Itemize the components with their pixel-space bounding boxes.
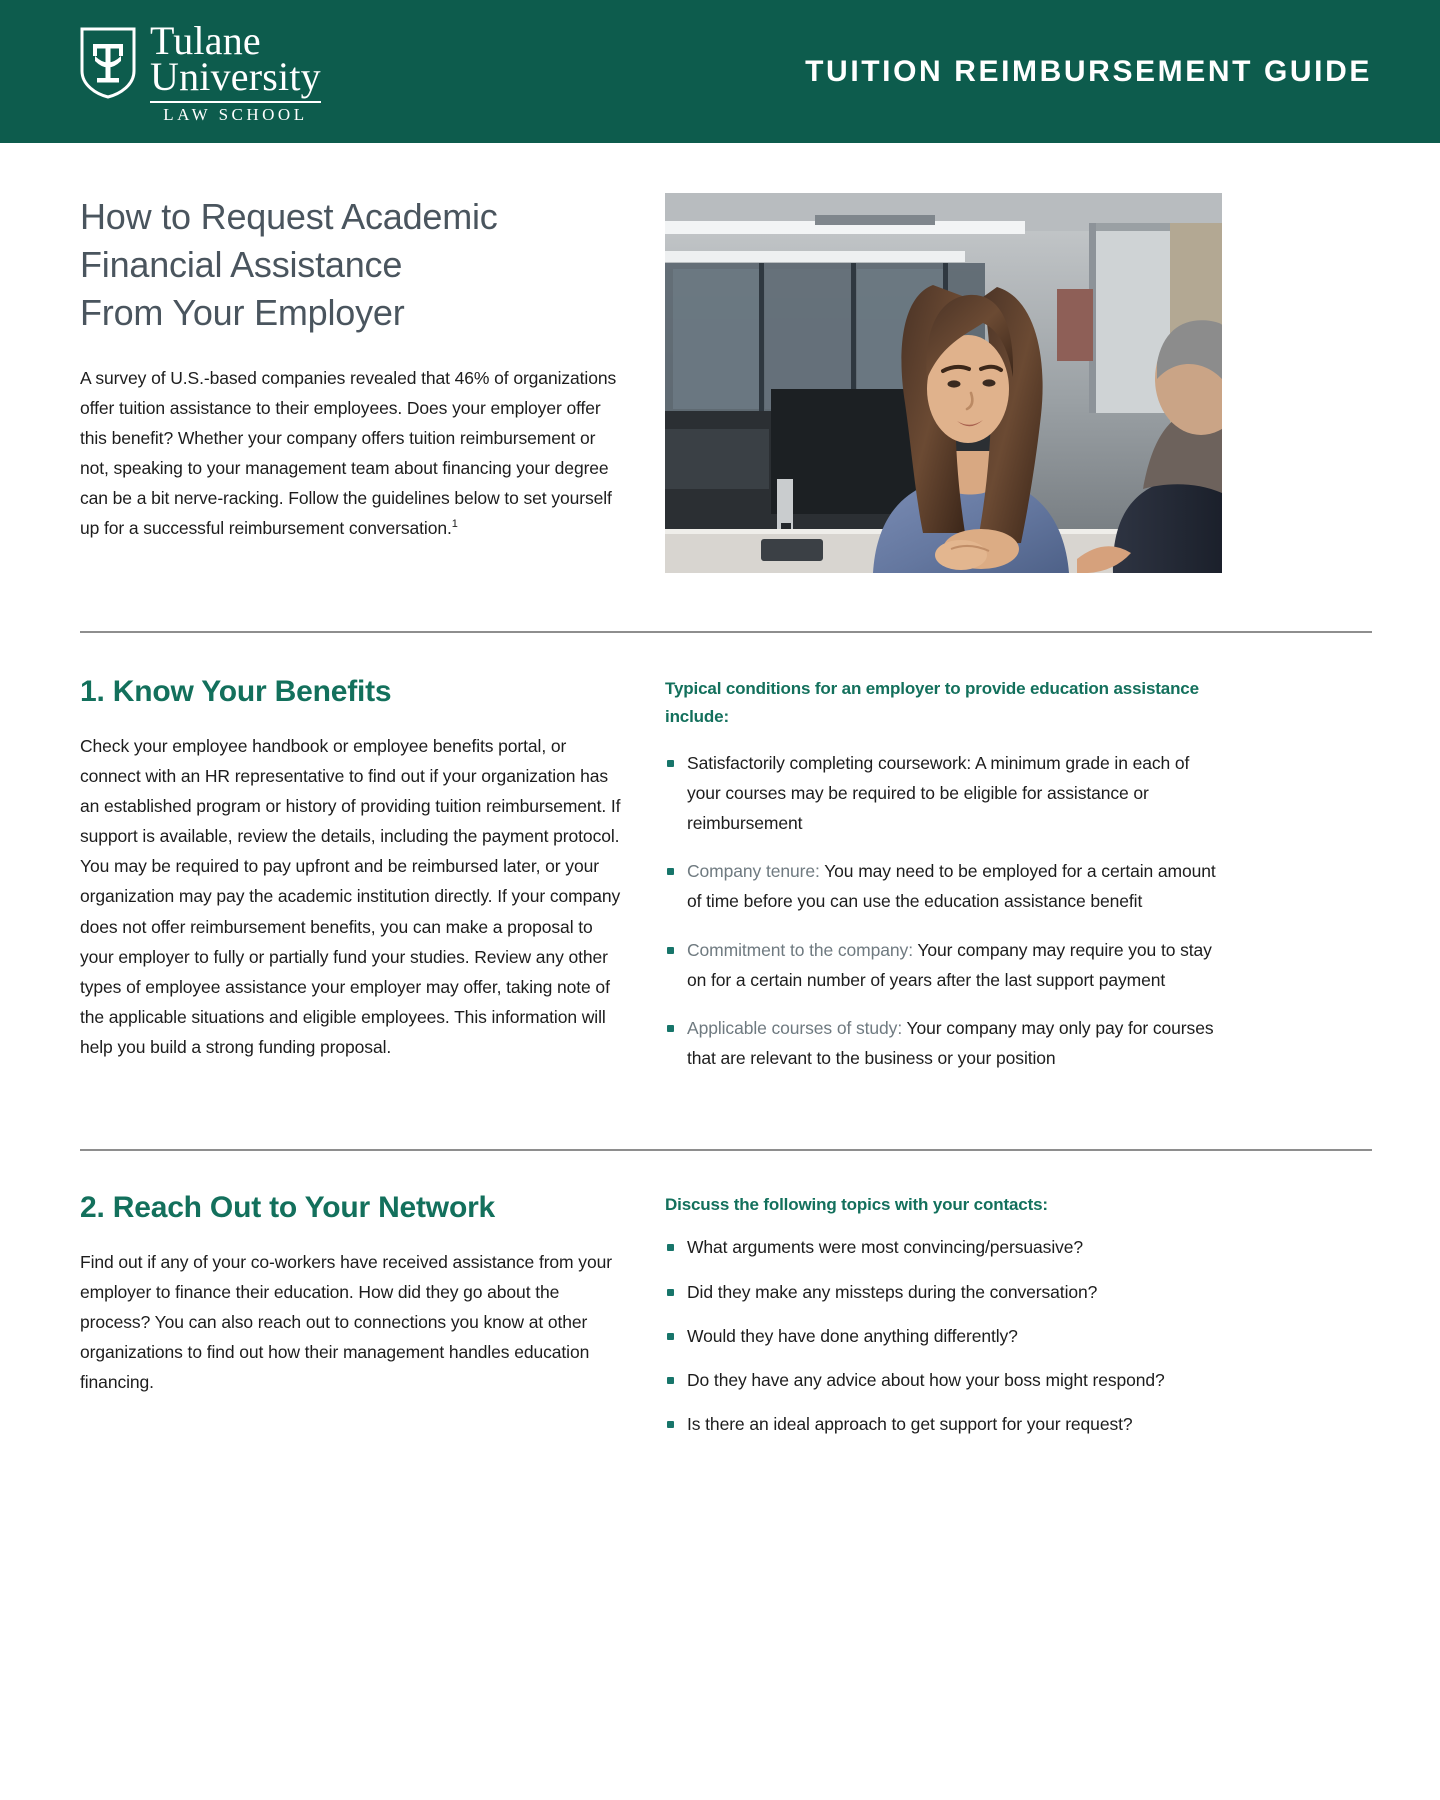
- bullet-text: Satisfactorily completing coursework: A minimum grade in each of your courses may be required to be eligible for assistance or reimbursement: [687, 753, 1190, 834]
- logo-line-law-school: LAW SCHOOL: [163, 104, 308, 124]
- hero-footnote-marker: 1: [451, 518, 458, 531]
- list-item: [665, 935, 1222, 995]
- bullet-text: Did they make any missteps during the conversation?: [687, 1281, 1098, 1302]
- bullet-term: Applicable courses of study:: [687, 1017, 903, 1038]
- list-item: [665, 1321, 1222, 1351]
- bullet-text: Your company may only pay for courses that are relevant to the business or your position: [687, 1017, 1214, 1068]
- section-1-left-column: [80, 675, 625, 1091]
- section-1-body: Check your employee handbook or employee benefits portal, or connect with an HR representative to find out if your organization has an established program or history of providing tuition reimbursement. If support is available, review the details, including the payment protocol. You may be required to pay upfront and be reimbursed later, or your organization may pay the academic institution directly. If your company does not offer reimbursement benefits, you can make a proposal to your employer to fully or partially fund your studies. Review any other types of employee assistance your employer may offer, taking note of the applicable situations and eligible employees. This information will help you build a strong funding proposal.: [80, 736, 621, 1057]
- section-2-bullet-list: [665, 1232, 1222, 1438]
- hero-title-line-1: How to Request Academic: [80, 196, 498, 237]
- list-item: [665, 1232, 1222, 1262]
- tulane-shield-icon: [80, 27, 136, 99]
- bullet-text: Do they have any advice about how your boss might respond?: [687, 1369, 1165, 1390]
- bullet-text: Would they have done anything differently?: [687, 1325, 1018, 1346]
- bullet-term: Company tenure:: [687, 861, 820, 882]
- logo-line-tulane: Tulane: [150, 17, 261, 63]
- bullet-text: Your company may require you to stay on for a certain number of years after the last support payment: [687, 939, 1212, 990]
- list-item: [665, 856, 1222, 916]
- section-1-right-column: [665, 675, 1222, 1091]
- list-item: [665, 1013, 1222, 1073]
- tulane-law-school-logo: [80, 17, 321, 124]
- hero-photo: [665, 193, 1222, 573]
- list-item: [665, 1409, 1222, 1439]
- bullet-text: Is there an ideal approach to get support for your request?: [687, 1413, 1133, 1434]
- list-item: [665, 748, 1222, 838]
- bullet-text: You may need to be employed for a certain amount of time before you can use the education assistance benefit: [687, 861, 1216, 912]
- hero-title: [80, 193, 625, 337]
- hero-paragraph: [80, 363, 625, 544]
- section-2-left-column: [80, 1191, 625, 1453]
- logo-wordmark: [150, 17, 321, 124]
- page-body: [0, 143, 1440, 1453]
- logo-line-university: University: [150, 54, 321, 100]
- section-2-body: Find out if any of your co-workers have received assistance from your employer to finance their education. How did they go about the process? You can also reach out to connections you know at other organizations to find out how their management handles education financing.: [80, 1251, 612, 1393]
- bullet-term: Commitment to the company:: [687, 939, 913, 960]
- list-item: [665, 1365, 1222, 1395]
- section-2-title: 2. Reach Out to Your Network: [80, 1190, 496, 1224]
- bullet-text: What arguments were most convincing/persuasive?: [687, 1237, 1084, 1258]
- hero-title-line-2: Financial Assistance: [80, 243, 403, 285]
- hero-text-column: [80, 193, 625, 573]
- hero-section: [80, 143, 1372, 573]
- section-reach-out-to-your-network: [80, 1151, 1372, 1453]
- page-title: TUITION REIMBURSEMENT GUIDE: [805, 54, 1372, 88]
- section-1-bullet-list: [665, 748, 1222, 1073]
- section-1-lead-in: Typical conditions for an employer to provide education assistance include:: [665, 679, 1199, 726]
- page-header: [0, 0, 1440, 143]
- hero-paragraph-text: A survey of U.S.-based companies revealed that 46% of organizations offer tuition assistance to their employees. Does your employer offer this benefit? Whether your company offers tuition reimbursement or not, speaking to your management team about financing your degree can be a bit nerve-racking. Follow the guidelines below to set yourself up for a successful reimbursement conversation.: [80, 367, 617, 539]
- logo-rule: [150, 101, 321, 103]
- section-2-right-column: [665, 1191, 1222, 1453]
- hero-title-line-3: From Your Employer: [80, 291, 405, 333]
- section-1-title: 1. Know Your Benefits: [80, 675, 392, 708]
- section-2-lead-in: Discuss the following topics with your contacts:: [665, 1194, 1048, 1214]
- section-know-your-benefits: [80, 633, 1372, 1091]
- list-item: [665, 1277, 1222, 1307]
